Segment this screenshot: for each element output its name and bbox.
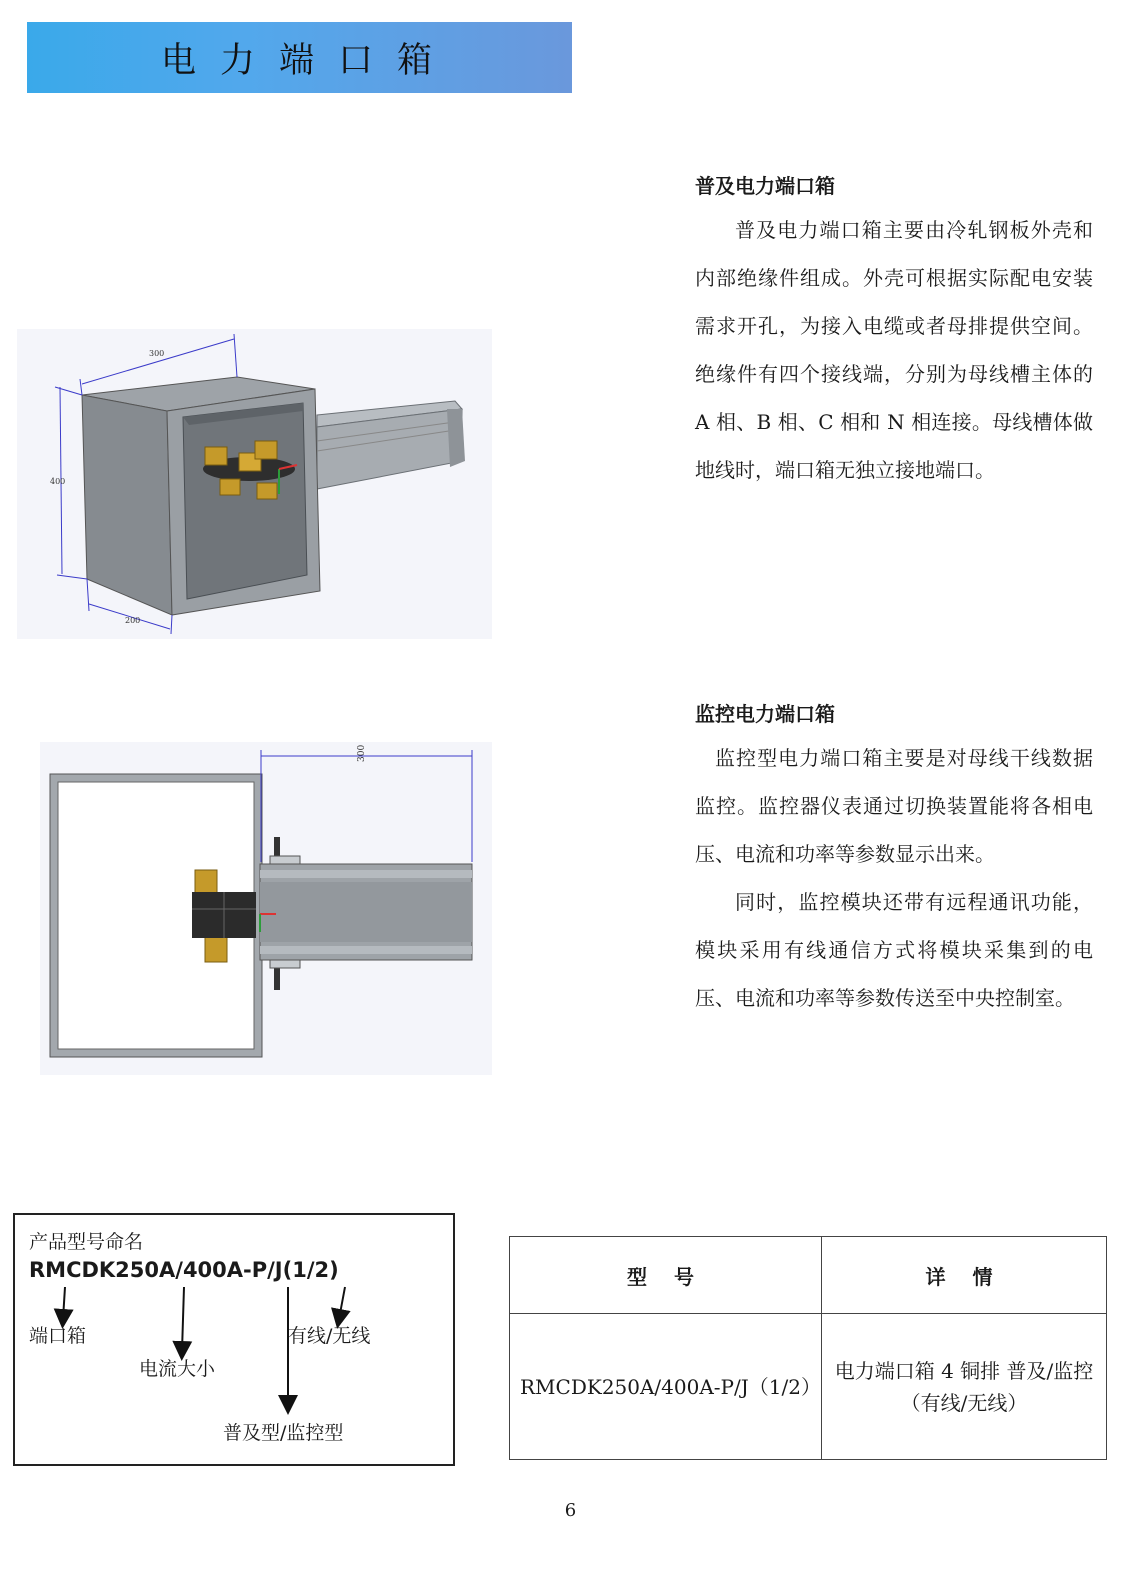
paragraph: 同时，监控模块还带有远程通讯功能，模块采用有线通信方式将模块采集到的电压、电流和功率等参数传送至中央控制室。: [695, 890, 1093, 1010]
monitoring-box-svg: [40, 742, 492, 1075]
paragraph: 普及电力端口箱主要由冷轧钢板外壳和内部绝缘件组成。外壳可根据实际配电安装需求开孔，为接入电缆或者母排提供空间。绝缘件有四个接线端，分别为母线槽主体的 A 相、B 相、C 相和 N 相连接。母线槽体做地线时，端口箱无独立接地端口。: [695, 218, 1093, 482]
label-type: 普及型/监控型: [223, 1422, 344, 1444]
header-model: 型 号: [510, 1237, 822, 1314]
page-number: 6: [564, 1500, 577, 1521]
label-box: 端口箱: [29, 1325, 87, 1347]
standard-box-svg: [17, 329, 492, 639]
dim-width-label-2: 300: [357, 744, 367, 762]
model-naming-box: [13, 1213, 455, 1466]
section-title-standard: 普及电力端口箱: [695, 174, 835, 198]
section-body-standard: [695, 206, 1093, 494]
header-detail: 详 情: [822, 1237, 1107, 1314]
cell-detail: 电力端口箱 4 铜排 普及/监控（有线/无线）: [822, 1314, 1107, 1460]
dim-depth-label: 200: [125, 616, 141, 625]
table-header-row: [510, 1237, 1107, 1314]
dim-width-label: 300: [149, 349, 165, 358]
cell-model: RMCDK250A/400A-P/J（1/2）: [510, 1314, 822, 1460]
page-banner: [27, 22, 572, 93]
label-wired: 有线/无线: [288, 1325, 371, 1347]
section-title-monitoring: 监控电力端口箱: [695, 702, 835, 726]
section-body-monitoring: [695, 734, 1093, 1022]
model-code: RMCDK250A/400A-P/J(1/2): [29, 1258, 339, 1282]
naming-title: 产品型号命名: [29, 1231, 144, 1253]
table-row: [510, 1314, 1107, 1460]
label-current: 电流大小: [139, 1358, 216, 1380]
spec-table: [509, 1236, 1107, 1460]
dim-height-label: 400: [50, 477, 66, 486]
standard-box-drawing: [17, 329, 492, 639]
paragraph: 监控型电力端口箱主要是对母线干线数据监控。监控器仪表通过切换装置能将各相电压、电流和功率等参数显示出来。: [695, 746, 1093, 866]
page-title: 电力端口箱: [160, 40, 456, 81]
monitoring-box-drawing: [40, 742, 492, 1075]
